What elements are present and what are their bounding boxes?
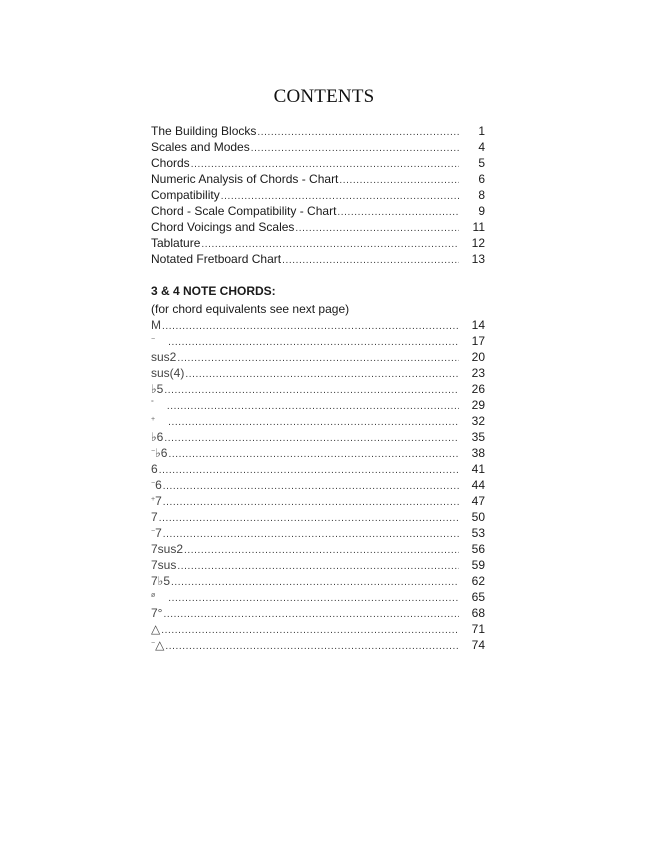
chord-symbol: [151, 557, 177, 573]
chord-superscript: +: [151, 496, 156, 503]
chord-entry[interactable]: [151, 605, 485, 621]
chord-name: 7sus: [151, 558, 177, 572]
dot-leader: [282, 253, 459, 269]
toc-entry[interactable]: [151, 219, 485, 235]
toc-entry-page: 13: [471, 252, 485, 266]
dot-leader: [177, 559, 459, 575]
chord-symbol: [151, 605, 163, 621]
dot-leader: [164, 431, 459, 447]
dot-leader: [177, 351, 459, 367]
chord-symbol: [151, 525, 163, 541]
chord-entry[interactable]: [151, 477, 485, 493]
chord-page: 71: [471, 622, 485, 636]
chord-name: △: [155, 638, 165, 652]
chord-page: 17: [471, 334, 485, 348]
toc-entry[interactable]: [151, 251, 485, 267]
toc-entry-title: Chord - Scale Compatibility - Chart: [151, 204, 337, 218]
chord-symbol: [151, 381, 164, 397]
chord-entry[interactable]: [151, 573, 485, 589]
chord-symbol: [151, 413, 156, 429]
chord-name: sus2: [151, 350, 177, 364]
chord-name: ♭6: [151, 430, 164, 444]
toc-entry[interactable]: [151, 235, 485, 251]
toc-entry[interactable]: [151, 203, 485, 219]
chord-page: 29: [471, 398, 485, 412]
chord-name: ♭5: [151, 382, 164, 396]
chord-entry[interactable]: [151, 637, 485, 653]
chord-entry[interactable]: [151, 317, 485, 333]
chord-entry[interactable]: [151, 621, 485, 637]
chord-symbol: [151, 621, 161, 637]
chord-name: 7°: [151, 606, 163, 620]
chord-page: 59: [471, 558, 485, 572]
chord-symbol: [151, 509, 159, 525]
toc-entry[interactable]: [151, 187, 485, 203]
dot-leader: [159, 511, 459, 527]
chord-superscript: °: [151, 400, 154, 407]
section-heading: 3 & 4 NOTE CHORDS:: [151, 284, 276, 298]
chord-entry[interactable]: [151, 429, 485, 445]
chord-page: 14: [471, 318, 485, 332]
chord-symbol: [151, 397, 155, 413]
dot-leader: [159, 463, 459, 479]
dot-leader: [185, 367, 459, 383]
chord-name: M: [151, 318, 161, 332]
chord-superscript: +: [151, 416, 156, 423]
chord-page: 32: [471, 414, 485, 428]
toc-entry-page: 12: [471, 236, 485, 250]
chord-page: 38: [471, 446, 485, 460]
chord-entry[interactable]: [151, 381, 485, 397]
chord-name: 6: [155, 478, 162, 492]
chord-name: sus(4): [151, 366, 185, 380]
chord-list: [151, 317, 485, 653]
chord-name: ♭6: [155, 446, 168, 460]
dot-leader: [171, 575, 459, 591]
table-of-contents: [151, 123, 485, 267]
chord-entry[interactable]: [151, 525, 485, 541]
chord-name: 7♭5: [151, 574, 171, 588]
dot-leader: [161, 623, 459, 639]
chord-symbol: [151, 445, 168, 461]
chord-symbol: [151, 589, 156, 605]
chord-page: 53: [471, 526, 485, 540]
toc-entry-title: Chord Voicings and Scales: [151, 220, 295, 234]
toc-entry-page: 6: [478, 172, 485, 186]
chord-page: 20: [471, 350, 485, 364]
toc-entry[interactable]: [151, 171, 485, 187]
dot-leader: [168, 447, 459, 463]
chord-symbol: [151, 477, 163, 493]
dot-leader: [164, 383, 459, 399]
page-title: CONTENTS: [273, 86, 375, 107]
chord-entry[interactable]: [151, 589, 485, 605]
toc-entry-page: 11: [472, 220, 485, 234]
toc-entry-title: Scales and Modes: [151, 140, 250, 154]
toc-entry-title: Compatibility: [151, 188, 220, 202]
chord-entry[interactable]: [151, 493, 485, 509]
chord-page: 35: [471, 430, 485, 444]
chord-symbol: [151, 333, 156, 349]
chord-symbol: [151, 317, 162, 333]
dot-leader: [168, 335, 459, 351]
toc-entry[interactable]: [151, 155, 485, 171]
chord-entry[interactable]: [151, 397, 485, 413]
chord-page: 68: [471, 606, 485, 620]
toc-entry-title: Chords: [151, 156, 190, 170]
chord-page: 44: [471, 478, 485, 492]
toc-entry-page: 9: [478, 204, 485, 218]
chord-entry[interactable]: [151, 509, 485, 525]
dot-leader: [251, 141, 459, 157]
chord-symbol: [151, 429, 164, 445]
chord-superscript: −: [151, 528, 156, 535]
chord-superscript: −: [151, 336, 156, 343]
chord-superscript: ø: [151, 592, 156, 599]
dot-leader: [167, 399, 459, 415]
dot-leader: [339, 173, 459, 189]
chord-page: 56: [471, 542, 485, 556]
chord-name: 7: [155, 526, 162, 540]
chord-name: 7: [151, 510, 158, 524]
chord-superscript: −: [151, 480, 156, 487]
dot-leader: [168, 591, 459, 607]
toc-entry[interactable]: [151, 123, 485, 139]
chord-entry[interactable]: [151, 445, 485, 461]
dot-leader: [257, 125, 459, 141]
dot-leader: [168, 415, 459, 431]
chord-symbol: [151, 349, 177, 365]
chord-symbol: [151, 637, 165, 653]
toc-entry-page: 1: [478, 124, 485, 138]
toc-entry-title: Numeric Analysis of Chords - Chart: [151, 172, 339, 186]
chord-superscript: −: [151, 448, 156, 455]
chord-superscript: −: [151, 640, 156, 647]
chord-name: △: [151, 622, 161, 636]
chord-entry[interactable]: [151, 557, 485, 573]
chord-entry[interactable]: [151, 541, 485, 557]
toc-entry-page: 8: [478, 188, 485, 202]
toc-entry-page: 4: [478, 140, 485, 154]
toc-entry-title: Notated Fretboard Chart: [151, 252, 282, 266]
chord-page: 62: [471, 574, 485, 588]
dot-leader: [162, 319, 459, 335]
chord-name: 6: [151, 462, 158, 476]
chord-page: 26: [471, 382, 485, 396]
dot-leader: [163, 607, 459, 623]
dot-leader: [163, 479, 459, 495]
chord-page: 41: [471, 462, 485, 476]
chord-symbol: [151, 573, 171, 589]
chord-entry[interactable]: [151, 333, 485, 349]
toc-entry[interactable]: [151, 139, 485, 155]
toc-entry-page: 5: [478, 156, 485, 170]
dot-leader: [337, 205, 459, 221]
chord-page: 74: [471, 638, 485, 652]
chord-page: 50: [471, 510, 485, 524]
chord-symbol: [151, 365, 185, 381]
chord-page: 47: [471, 494, 485, 508]
chord-page: 23: [471, 366, 485, 380]
section-note: (for chord equivalents see next page): [151, 302, 350, 316]
chord-name: 7sus2: [151, 542, 184, 556]
chord-symbol: [151, 493, 163, 509]
chord-symbol: [151, 541, 184, 557]
dot-leader: [163, 495, 459, 511]
dot-leader: [184, 543, 459, 559]
chord-name: 7: [155, 494, 162, 508]
chord-page: 65: [471, 590, 485, 604]
chord-entry[interactable]: [151, 461, 485, 477]
chord-entry[interactable]: [151, 365, 485, 381]
dot-leader: [165, 639, 459, 655]
dot-leader: [295, 221, 459, 237]
chord-entry[interactable]: [151, 413, 485, 429]
toc-entry-title: The Building Blocks: [151, 124, 257, 138]
chord-entry[interactable]: [151, 349, 485, 365]
dot-leader: [163, 527, 459, 543]
toc-entry-title: Tablature: [151, 236, 201, 250]
chord-symbol: [151, 461, 159, 477]
